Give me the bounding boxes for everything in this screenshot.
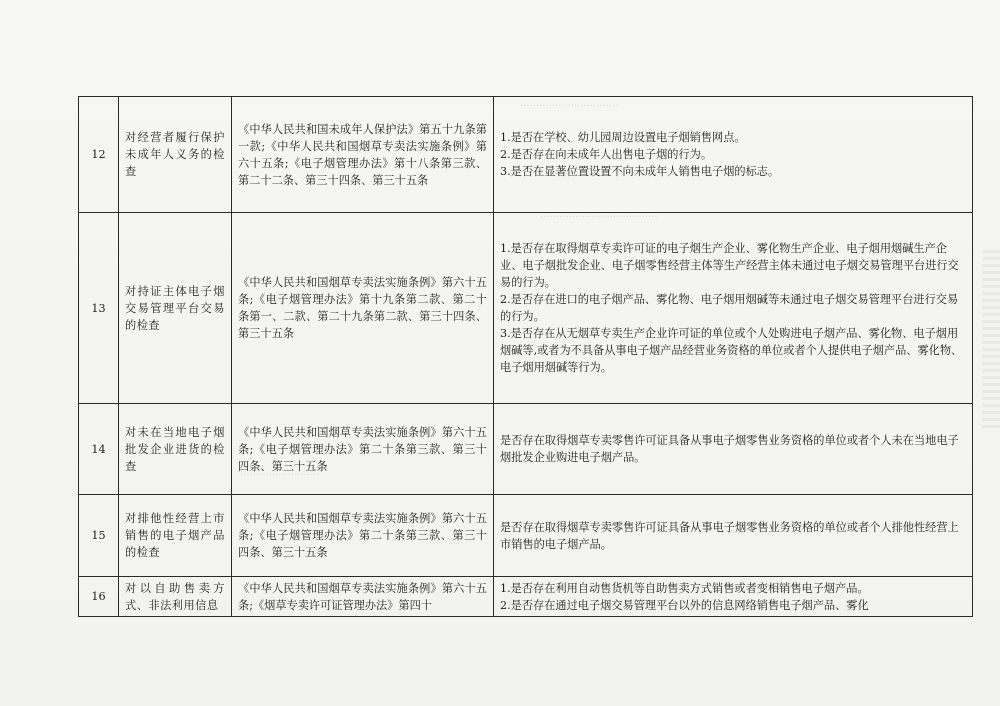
legal-basis: 《中华人民共和国烟草专卖法实施条例》第六十五条;《电子烟管理办法》第二十条第三款、第三十四条、第三十五条 xyxy=(232,495,494,577)
table-row xyxy=(79,495,973,577)
inspection-item: 对经营者履行保护未成年人义务的检查 xyxy=(119,97,232,213)
row-number: 14 xyxy=(79,404,119,495)
table-row xyxy=(79,213,973,404)
table-row xyxy=(79,577,973,617)
table-row xyxy=(79,404,973,495)
content-line: 3.是否在显著位置设置不向未成年人销售电子烟的标志。 xyxy=(500,165,780,178)
inspection-content xyxy=(494,404,973,495)
inspection-item: 对未在当地电子烟批发企业进货的检查 xyxy=(119,404,232,495)
inspection-item: 对持证主体电子烟交易管理平台交易的检查 xyxy=(119,213,232,404)
legal-basis: 《中华人民共和国烟草专卖法实施条例》第六十五条;《电子烟管理办法》第十九条第二款、第二十条第一、二款、第二十九条第二款、第三十四条、第三十五条 xyxy=(232,213,494,404)
row-number: 16 xyxy=(79,577,119,617)
scan-edge-artifact xyxy=(982,250,1000,430)
content-line: 3.是否存在从无烟草专卖生产企业许可证的单位或个人处购进电子烟产品、雾化物、电子烟用烟碱等,或者为不具备从事电子烟产品经营业务资格的单位或者个人提供电子烟产品、雾化物、电子烟用烟碱等行为。 xyxy=(500,327,963,374)
inspection-content xyxy=(494,213,973,404)
content-line: 是否存在取得烟草专卖零售许可证具备从事电子烟零售业务资格的单位或者个人排他性经营上市销售的电子烟产品。 xyxy=(500,520,959,551)
content-line: 1.是否存在利用自动售货机等自助售卖方式销售或者变相销售电子烟产品。 xyxy=(500,581,869,595)
row-number: 13 xyxy=(79,213,119,404)
content-line: 1.是否在学校、幼儿园周边设置电子烟销售网点。 xyxy=(500,131,746,144)
content-line: 是否存在取得烟草专卖零售许可证具备从事电子烟零售业务资格的单位或者个人未在当地电子烟批发企业购进电子烟产品。 xyxy=(500,434,959,464)
content-line: 1.是否存在取得烟草专卖许可证的电子烟生产企业、雾化物生产企业、电子烟用烟碱生产企业、电子烟批发企业、电子烟零售经营主体等生产经营主体未通过电子烟交易管理平台进行交易的行为。 xyxy=(500,242,959,289)
inspection-item: 对排他性经营上市销售的电子烟产品的检查 xyxy=(119,495,232,577)
content-line: 2.是否存在通过电子烟交易管理平台以外的信息网络销售电子烟产品、雾化 xyxy=(500,598,869,612)
bleed-through-text: ························· xyxy=(240,470,320,481)
row-number: 15 xyxy=(79,495,119,577)
inspection-content xyxy=(494,577,973,617)
bleed-through-text: ······························· xyxy=(520,101,619,112)
inspection-item: 对以自助售卖方式、非法利用信息 xyxy=(119,577,232,617)
row-number: 12 xyxy=(79,97,119,213)
content-line: 2.是否存在向未成年人出售电子烟的行为。 xyxy=(500,148,713,161)
inspection-content xyxy=(494,495,973,577)
content-line: 2.是否存在进口的电子烟产品、雾化物、电子烟用烟碱等未通过电子烟交易管理平台进行交易的行为。 xyxy=(500,293,959,323)
inspection-items-table xyxy=(78,96,973,617)
bleed-through-text: ····································· xyxy=(540,212,658,223)
legal-basis: 《中华人民共和国烟草专卖法实施条例》第六十五条;《电子烟管理办法》第二十条第三款、第三十四条、第三十五条 xyxy=(232,404,494,495)
inspection-content xyxy=(494,97,973,213)
legal-basis: 《中华人民共和国未成年人保护法》第五十九条第一款;《中华人民共和国烟草专卖法实施条例》第六十五条;《电子烟管理办法》第十八条第三款、第二十二条、第三十四条、第三十五条 xyxy=(232,97,494,213)
legal-basis: 《中华人民共和国烟草专卖法实施条例》第六十五条;《烟草专卖许可证管理办法》第四十 xyxy=(232,577,494,617)
table-row xyxy=(79,97,973,213)
